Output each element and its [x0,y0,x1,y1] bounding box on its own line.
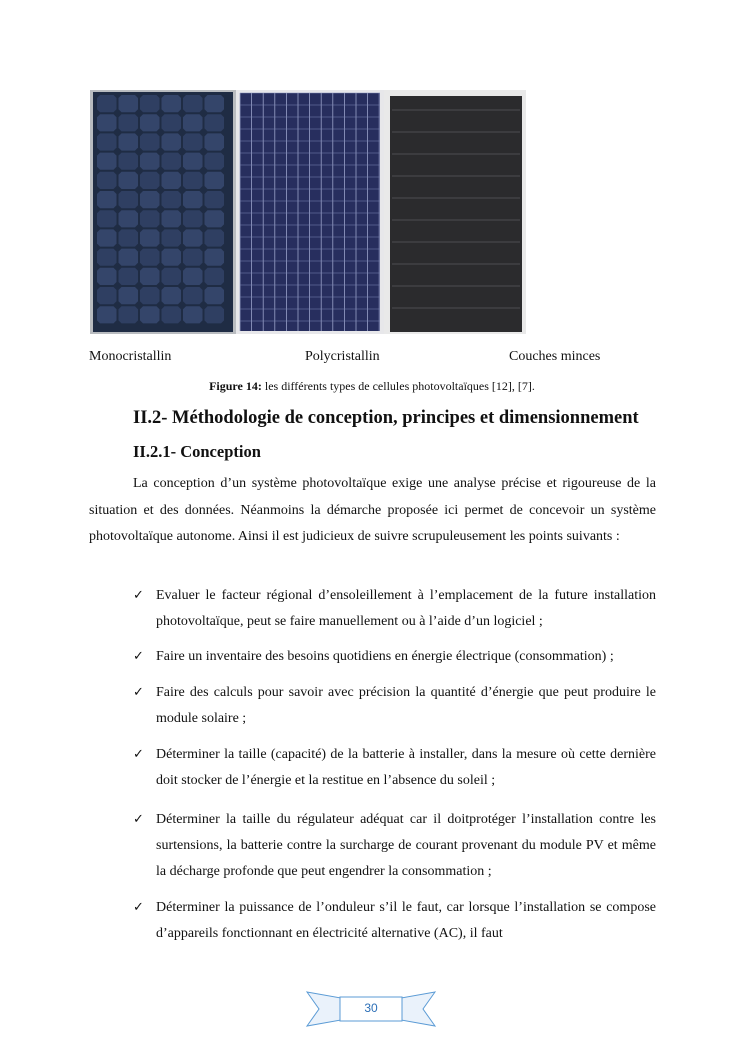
list-item: ✓ Evaluer le facteur régional d’ensoleillement à l’emplacement de la future installation photovoltaïque, peut se faire manuellement ou à l’aide d’un logiciel ; [133,583,656,635]
label-couches-minces: Couches minces [509,349,601,364]
monocrystalline-panel-image [90,90,236,334]
polycrystalline-panel-image [236,90,384,334]
list-item: ✓ Faire un inventaire des besoins quotidiens en énergie électrique (consommation) ; [133,644,656,670]
checkmark-icon: ✓ [133,588,144,603]
figure-caption [0,379,744,394]
bullet-list [133,583,656,947]
list-item: ✓ Déterminer la taille (capacité) de la batterie à installer, dans la mesure où cette dernière doit stocker de l’énergie et la restitue en l’absence du soleil ; [133,742,656,794]
figure-number: Figure 14: [209,379,262,393]
thin-film-panel-image [384,90,526,334]
page-footer [305,989,437,1029]
page-number: 30 [364,1001,378,1015]
checkmark-icon: ✓ [133,900,144,915]
figure-caption-text: les différents types de cellules photovoltaïques [12], [7]. [261,379,535,393]
section-heading: II.2- Méthodologie de conception, principes et dimensionnement [133,408,639,428]
checkmark-icon: ✓ [133,747,144,762]
list-item: ✓ Déterminer la taille du régulateur adéquat car il doitprotéger l’installation contre les surtensions, la batterie contre la surcharge de courant provenant du module PV et même la décharge profonde que peut engendrer la consommation ; [133,807,656,885]
intro-paragraph: La conception d’un système photovoltaïque exige une analyse précise et rigoureuse de la situation et des données. Néanmoins la démarche proposée ici permet de concevoir un système photovoltaïque autonome. Ainsi il est judicieux de suivre scrupuleusement les points suivants : [89,476,656,544]
list-item: ✓ Déterminer la puissance de l’onduleur s’il le faut, car lorsque l’installation se compose d’appareils fonctionnant en électricité alternative (AC), il faut [133,895,656,947]
list-item: ✓ Faire des calculs pour savoir avec précision la quantité d’énergie que peut produire le module solaire ; [133,680,656,732]
checkmark-icon: ✓ [133,685,144,700]
subsection-heading: II.2.1- Conception [133,442,261,461]
label-monocristallin: Monocristallin [89,349,172,364]
checkmark-icon: ✓ [133,649,144,664]
label-polycristallin: Polycristallin [305,349,380,364]
checkmark-icon: ✓ [133,812,144,827]
